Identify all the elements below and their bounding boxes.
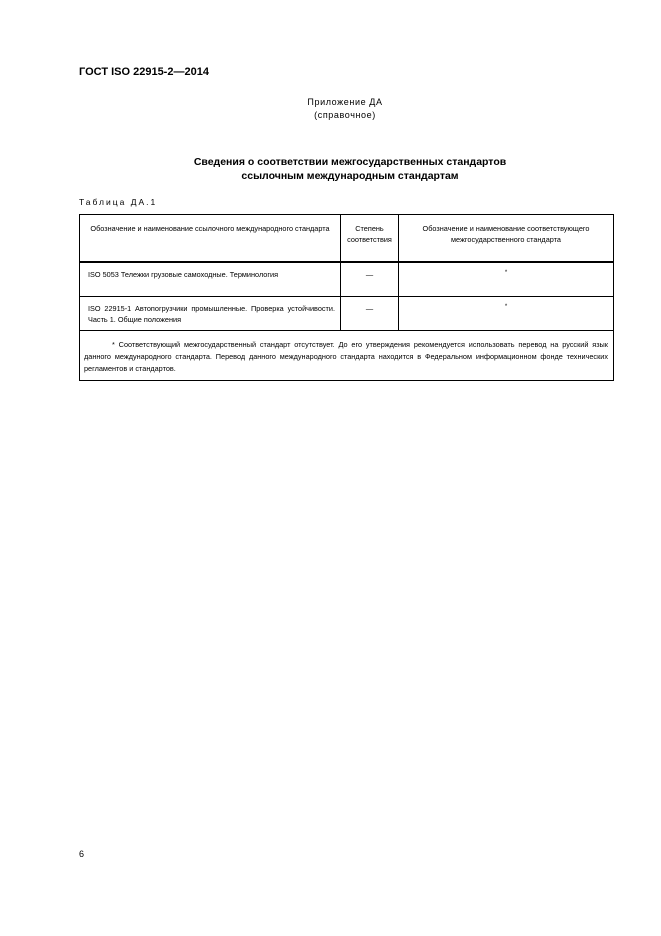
- header-interstate-standard: Обозначение и наименование соответствующего межгосударственного стандарта: [399, 215, 614, 263]
- page-number: 6: [79, 849, 85, 859]
- corresponding-cell: *: [399, 262, 614, 297]
- table-caption: Таблица ДА.1: [79, 197, 158, 207]
- table-row: [80, 297, 614, 331]
- header-international-standard: Обозначение и наименование ссылочного международного стандарта: [80, 215, 341, 263]
- table-footnote: [80, 331, 614, 381]
- document-code: ГОСТ ISO 22915-2—2014: [79, 66, 209, 78]
- correspondence-table: [79, 214, 614, 381]
- degree-cell: —: [341, 262, 399, 297]
- annex-subtitle: (справочное): [314, 110, 376, 120]
- section-title-line-2: ссылочным международным стандартам: [241, 170, 459, 182]
- standard-name-cell: ISO 5053 Тележки грузовые самоходные. Терминология: [80, 262, 341, 297]
- header-degree: Степень соответствия: [341, 215, 399, 263]
- degree-cell: —: [341, 297, 399, 331]
- table-header-row: [80, 215, 614, 263]
- standard-name-cell: ISO 22915-1 Автопогрузчики промышленные. Проверка устойчивости. Часть 1. Общие положения: [80, 297, 341, 331]
- table-row: [80, 262, 614, 297]
- corresponding-cell: *: [399, 297, 614, 331]
- section-title-line-1: Сведения о соответствии межгосударственных стандартов: [193, 156, 507, 168]
- footnote-row: [80, 331, 614, 381]
- footnote-text: * Соответствующий межгосударственный стандарт отсутствует. До его утверждения рекомендуется использовать перевод на русский язык данного международного стандарта. Перевод данного международного стандарта находится в Федеральном информационном фонде технических регламентов и стандартов.: [84, 340, 608, 373]
- annex-title: Приложение ДА: [307, 97, 383, 107]
